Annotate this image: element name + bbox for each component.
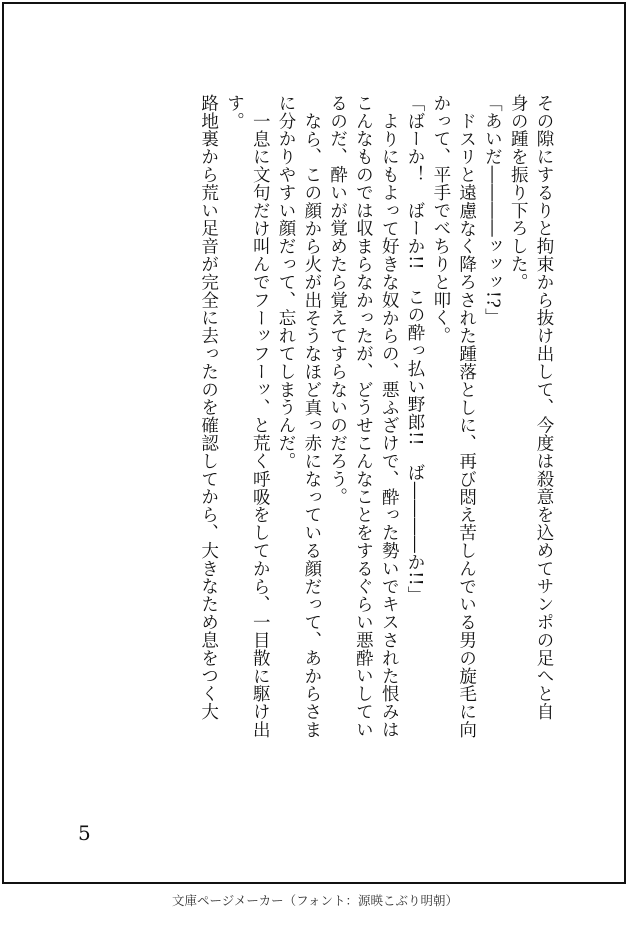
text-line: かって、平手でべちりと叩く。 (430, 94, 451, 345)
text-line: 「ばーか！ ばーか!! この酔っ払い野郎!! ば――――か!!」 (405, 94, 426, 604)
footer-caption: 文庫ページメーカー（フォント：源暎こぶり明朝） (171, 893, 458, 908)
text-line: す。 (224, 94, 245, 130)
page-number: 5 (78, 821, 91, 845)
text-line: 路地裏から荒い足音が完全に去ったのを確認してから、大きなため息をつく大 (198, 94, 219, 721)
text-line: るのだ、酔いが覚めたら覚えてすらないのだろう。 (327, 94, 348, 506)
text-line: その隙にするりと拘束から抜け出して、今度は殺意を込めてサンポの足へと自 (534, 94, 554, 721)
vertical-body-text (138, 94, 556, 794)
text-line: よりにもよって好きな奴からの、悪ふざけで、酔った勢いでキスされた恨みは (379, 111, 400, 738)
text-line: なら、この顔から火が出そうなほど真っ赤になっている顔だって、あからさま (301, 111, 322, 738)
text-line: こんなものでは収まらなかったが、どうせこんなことをするぐらい悪酔いしてい (353, 94, 374, 739)
text-line: ドスリと遠慮なく降ろされた踵落としに、再び悶え苦しんでいる男の旋毛に向 (456, 111, 477, 738)
text-line: に分かりやすい顔だって、忘れてしまうんだ。 (276, 94, 297, 470)
text-line: 一息に文句だけ叫んでフーッフーッ、と荒く呼吸をしてから、一目散に駆け出 (250, 111, 271, 738)
text-line: 「あいだ――――ッッッ!?」 (482, 94, 503, 327)
text-line: 身の踵を振り下ろした。 (508, 94, 529, 291)
